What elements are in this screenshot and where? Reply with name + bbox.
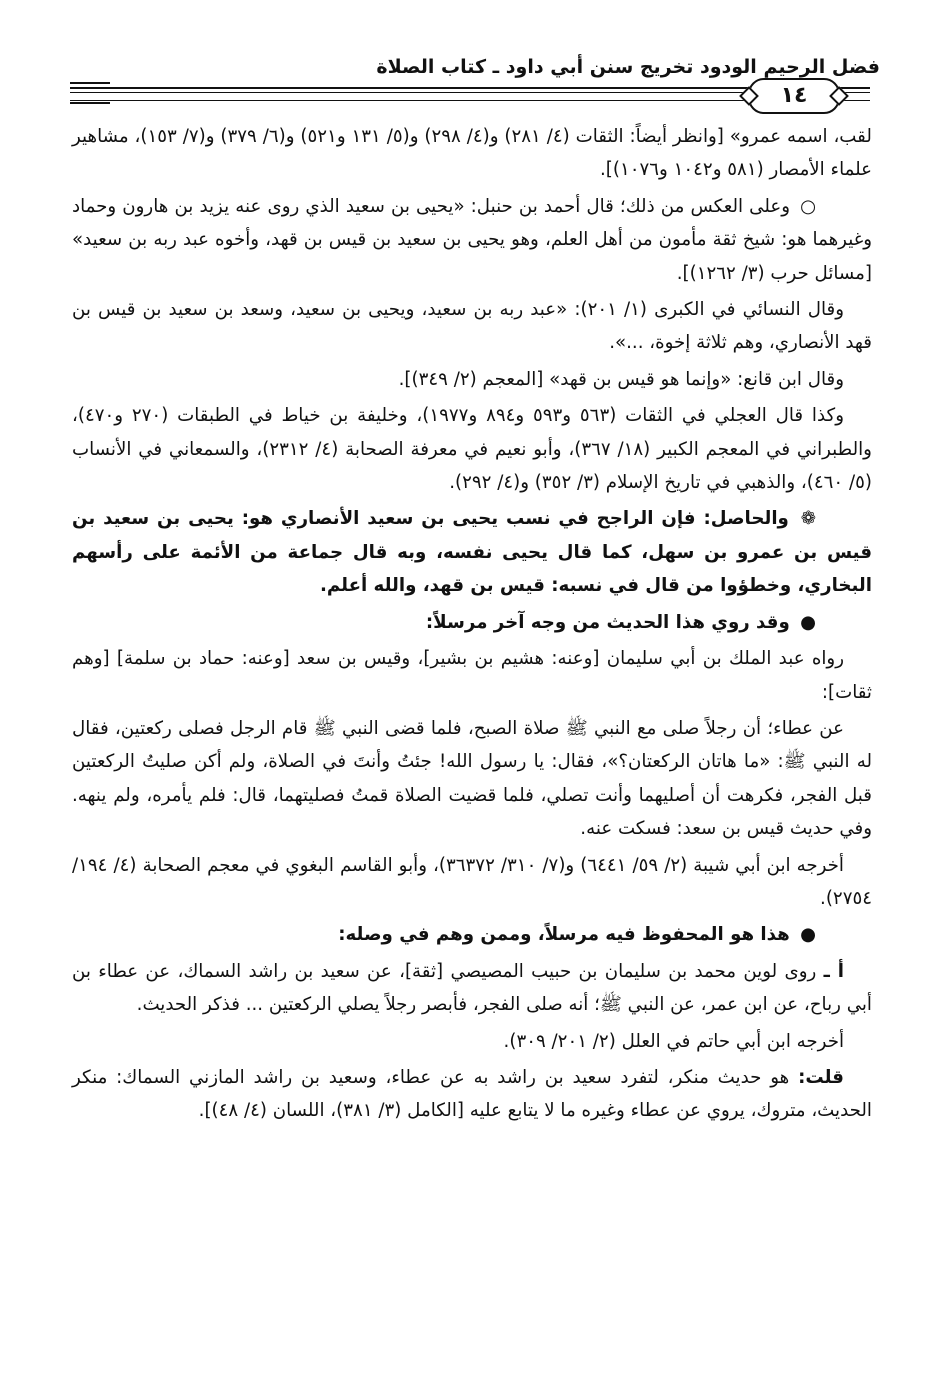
paragraph-text: هذا هو المحفوظ فيه مرسلاً، وممن وهم في وصله: xyxy=(338,924,790,946)
paragraph-text: وعلى العكس من ذلك؛ قال أحمد بن حنبل: «يحيى بن سعيد الذي روى عنه يزيد بن هارون وحماد وغيرهما هو: شيخ ثقة مأمون من أهل العلم، وهو يحيى بن سعيد بن قيس بن قهد، وأخوه عبد ربه بن سعيد» [مسائل حرب (٣/ ١٢٦٢)]. xyxy=(72,195,872,284)
page-number: ١٤ xyxy=(780,83,808,108)
paragraph xyxy=(72,293,872,360)
ornament-bullet-icon: ❁ xyxy=(800,508,816,530)
paragraph xyxy=(72,1061,872,1128)
paragraph-text: عن عطاء؛ أن رجلاً صلى مع النبي ﷺ صلاة الصبح، فلما قضى النبي ﷺ قام الرجل فصلى ركعتين، فقال له النبي ﷺ: «ما هاتان الركعتان؟»، فقال: يا رسول الله! جئتُ وأنتَ في الصلاة، ولم أكن صليتُ الركعتين قبل الفجر، فكرهت أن أصليهما وأنت تصلي، فلما قضيت الصلاة قمتُ فصليتهما، قال: فلم يأمره، ولم ينهه. وفي حديث قيس بن سعد: فسكت عنه. xyxy=(72,717,872,840)
circle-bullet-icon: ○ xyxy=(800,195,816,217)
paragraph-text: روى لوين محمد بن سليمان بن حبيب المصيصي [ثقة]، عن سعيد بن راشد السماك، عن عطاء بن أبي رباح، عن ابن عمر، عن النبي ﷺ؛ أنه صلى الفجر، فأبصر رجلاً يصلي الركعتين ... فذكر الحديث. xyxy=(72,960,872,1016)
paragraph xyxy=(72,1025,872,1058)
paragraph xyxy=(72,120,872,187)
paragraph xyxy=(72,955,872,1022)
paragraph-text: هو حديث منكر، لتفرد سعيد بن راشد به عن عطاء، وسعيد بن راشد المازني السماك: منكر الحديث، متروك، يروي عن عطاء وغيره ما لا يتابع عليه [الكامل (٣/ ٣٨١)، اللسان (٤/ ٤٨)]. xyxy=(72,1066,872,1122)
dot-bullet-icon: ● xyxy=(800,611,816,633)
paragraph xyxy=(72,190,872,290)
paragraph-text: وقال ابن قانع: «وإنما هو قيس بن قهد» [المعجم (٢/ ٣٤٩)]. xyxy=(398,368,844,390)
section-heading xyxy=(72,918,872,951)
paragraph xyxy=(72,399,872,499)
conclusion-paragraph xyxy=(72,502,872,602)
dot-bullet-icon: ● xyxy=(800,924,816,946)
header-ornament xyxy=(70,82,110,104)
paragraph-text: رواه عبد الملك بن أبي سليمان [وعنه: هشيم بن بشير]، وقيس بن سعد [وعنه: حماد بن سلمة] [وهم ثقات]: xyxy=(72,648,872,703)
paragraph-text: وقال النسائي في الكبرى (١/ ٢٠١): «عبد ربه بن سعيد، ويحيى بن سعيد، وسعد بن سعيد بن قيس بن قهد الأنصاري، وهم ثلاثة إخوة، ...». xyxy=(72,299,872,354)
paragraph xyxy=(72,642,872,709)
comment-marker: قلت: xyxy=(798,1066,844,1088)
paragraph-text: وكذا قال العجلي في الثقات (٥٦٣ و٥٩٣ و٨٩٤ و١٩٧٧)، وخليفة بن خياط في الطبقات (٢٧٠ و٤٧٠)، والطبراني في المعجم الكبير (١٨/ ٣٦٧)، وأبو نعيم في معرفة الصحابة (٤/ ٢٣١٢)، والسمعاني في الأنساب (٥/ ٤٦٠)، والذهبي في تاريخ الإسلام (٣/ ٣٥٢) و(٤/ ٢٩٢). xyxy=(72,405,872,494)
list-marker: أ ـ xyxy=(823,960,844,982)
paragraph-text: وقد روي هذا الحديث من وجه آخر مرسلاً: xyxy=(425,611,790,633)
hadith-text xyxy=(72,712,872,846)
running-header-title: فضل الرحيم الودود تخريج سنن أبي داود ـ كتاب الصلاة xyxy=(376,56,880,78)
page-number-badge xyxy=(748,78,840,114)
paragraph xyxy=(72,363,872,396)
paragraph-text: أخرجه ابن أبي شيبة (٢/ ٥٩/ ٦٤٤١) و(٧/ ٣١٠/ ٣٦٣٧٢)، وأبو القاسم البغوي في معجم الصحابة (٤/ ١٩٤/ ٢٧٥٤). xyxy=(72,854,872,909)
paragraph xyxy=(72,849,872,916)
paragraph-text: لقب، اسمه عمرو» [وانظر أيضاً: الثقات (٤/ ٢٨١) و(٤/ ٢٩٨) و(٥/ ١٣١ و٥٢١) و(٦/ ٣٧٩) و(٧/ ١٥٣)، مشاهير علماء الأمصار (٥٨١ و١٠٤٢ و١٠٧٦)]. xyxy=(72,126,872,181)
section-heading xyxy=(72,606,872,639)
body-text xyxy=(72,120,872,1131)
paragraph-text: والحاصل: فإن الراجح في نسب يحيى بن سعيد الأنصاري هو: يحيى بن سعيد بن قيس بن عمرو بن سهل، كما قال يحيى نفسه، وبه قال جماعة من الأئمة على رأسهم البخاري، وخطؤوا من قال في نسبه: قيس بن قهد، والله أعلم. xyxy=(72,508,872,597)
paragraph-text: أخرجه ابن أبي حاتم في العلل (٢/ ٢٠١/ ٣٠٩). xyxy=(503,1030,844,1052)
